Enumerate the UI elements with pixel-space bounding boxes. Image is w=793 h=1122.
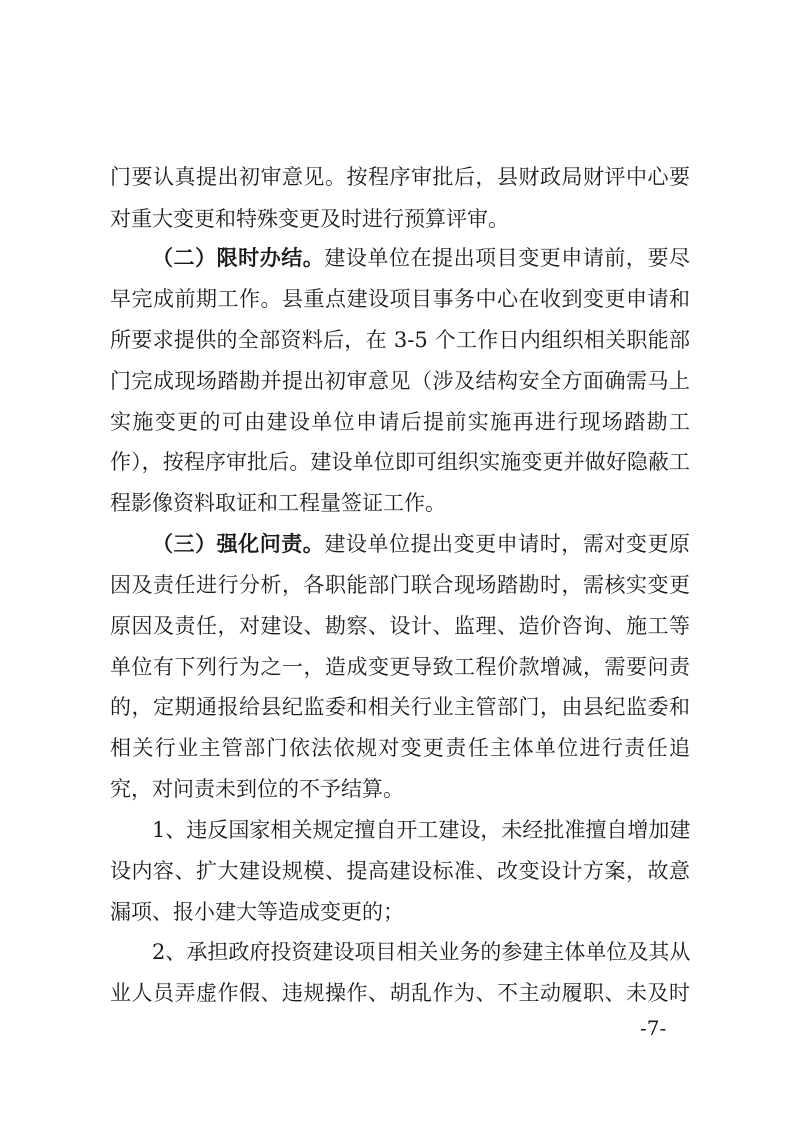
paragraph-line: 2、承担政府投资建设项目相关业务的参建主体单位及其从	[152, 940, 691, 964]
paragraph-line: 漏项、报小建大等造成变更的；	[110, 900, 404, 924]
paragraph-line: 作），按程序审批后。建设单位即可组织实施变更并做好隐蔽工	[110, 450, 690, 474]
page-number: -7-	[640, 1016, 667, 1040]
paragraph-line	[152, 530, 690, 558]
paragraph-line: 对重大变更和特殊变更及时进行预算评审。	[110, 207, 509, 231]
section-heading-2: （二）限时办结。	[152, 245, 325, 270]
paragraph-line: 门完成现场踏勘并提出初审意见（涉及结构安全方面确需马上	[110, 369, 690, 393]
paragraph-line: 实施变更的可由建设单位申请后提前实施再进行现场踏勘工	[110, 410, 690, 434]
paragraph-line: 的，定期通报给县纪监委和相关行业主管部门，由县纪监委和	[110, 695, 690, 719]
paragraph-line: 程影像资料取证和工程量签证工作。	[110, 491, 446, 515]
paragraph-line: 业人员弄虚作假、违规操作、胡乱作为、不主动履职、未及时	[110, 981, 690, 1005]
paragraph-line: 原因及责任，对建设、勘察、设计、监理、造价咨询、施工等	[110, 614, 690, 638]
paragraph-line: 早完成前期工作。县重点建设项目事务中心在收到变更申请和	[110, 287, 690, 311]
paragraph-line: 因及责任进行分析，各职能部门联合现场踏勘时，需核实变更	[110, 573, 690, 597]
paragraph-text: 建设单位在提出项目变更申请前，要尽	[324, 246, 691, 270]
paragraph-line	[152, 244, 690, 272]
paragraph-line: 门要认真提出初审意见。按程序审批后，县财政局财评中心要	[110, 165, 690, 189]
paragraph-line: 所要求提供的全部资料后，在 3-5 个工作日内组织相关职能部	[110, 328, 690, 352]
paragraph-line: 1、违反国家相关规定擅自开工建设，未经批准擅自增加建	[152, 818, 691, 842]
paragraph-text: 建设单位提出变更申请时，需对变更原	[324, 532, 691, 556]
section-heading-3: （三）强化问责。	[152, 531, 325, 556]
paragraph-line: 相关行业主管部门依法依规对变更责任主体单位进行责任追	[110, 736, 690, 760]
paragraph-line: 究，对问责未到位的不予结算。	[110, 777, 404, 801]
paragraph-line: 设内容、扩大建设规模、提高建设标准、改变设计方案，故意	[110, 859, 690, 883]
paragraph-line: 单位有下列行为之一，造成变更导致工程价款增减，需要问责	[110, 655, 690, 679]
